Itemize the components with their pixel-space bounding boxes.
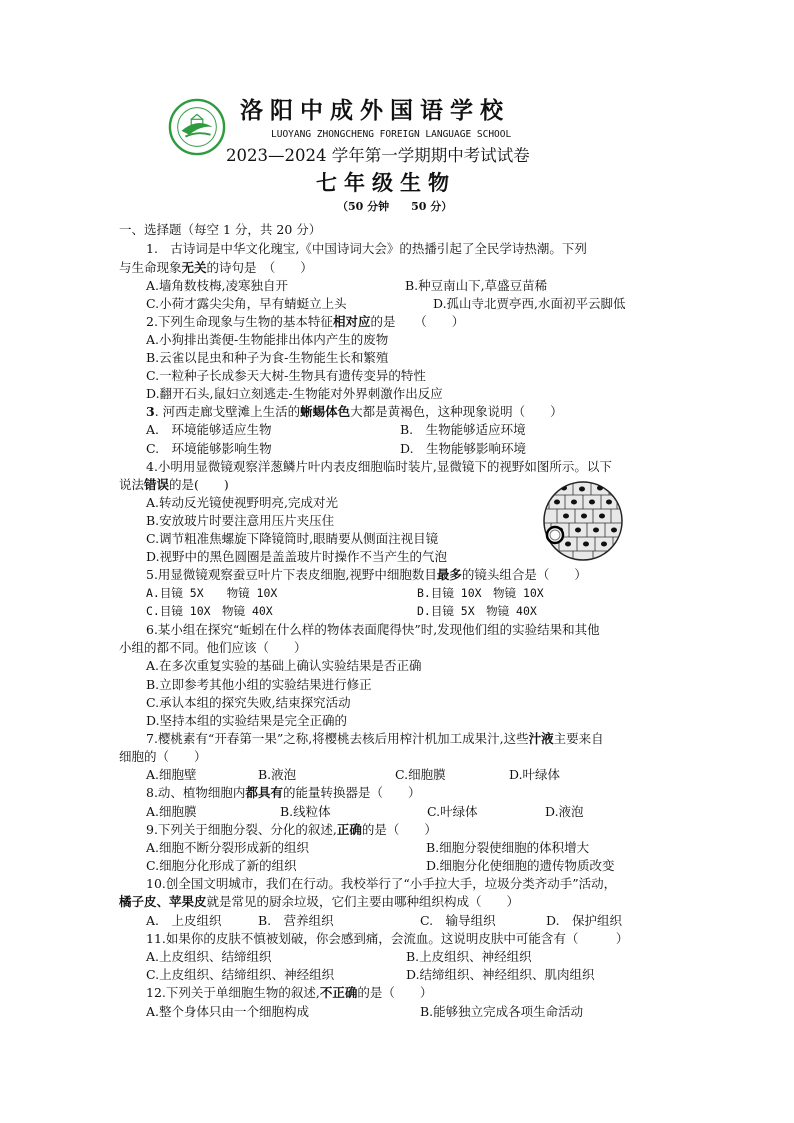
q8-stem: 8.动、植物细胞内都具有的能量转换器是（ ） xyxy=(146,785,421,800)
q4-option-c: C.调节粗准焦螺旋下降镜筒时,眼睛要从侧面注视目镜 xyxy=(146,531,439,546)
q10-line1: 10.创全国文明城市，我们在行动。我校举行了“小手拉大手，垃圾分类齐动手”活动， xyxy=(146,876,617,891)
q2-option-c: C.一粒种子长成参天大树-生物具有遗传变异的特性 xyxy=(146,368,426,383)
q9-option-a: A.细胞不断分裂形成新的组织 xyxy=(146,840,310,855)
q9-option-d: D.细胞分化使细胞的遗传物质改变 xyxy=(426,858,615,873)
q8-option-d: D.液泡 xyxy=(545,804,584,819)
q4-option-b: B.安放玻片时要注意用压片夹压住 xyxy=(146,513,335,528)
q12-option-a: A.整个身体只由一个细胞构成 xyxy=(146,1004,310,1019)
q7-line1: 7.樱桃素有“开春第一果”之称,将樱桃去核后用榨汁机加工成果汁,这些汁液主要来自 xyxy=(146,731,604,746)
q11-stem: 11.如果你的皮肤不慎被划破，你会感到痛，会流血。这说明皮肤中可能含有（ ） xyxy=(146,931,629,946)
q10-option-b: B. 营养组织 xyxy=(258,913,334,928)
q10-option-d: D. 保护组织 xyxy=(546,913,623,928)
q11-option-d: D.结缔组织、神经组织、肌肉组织 xyxy=(406,967,595,982)
q5-option-a: A.目镜 5X 物镜 10X xyxy=(146,586,278,600)
q8-option-c: C.叶绿体 xyxy=(427,804,478,819)
q4-option-a: A.转动反光镜使视野明亮,完成对光 xyxy=(146,495,338,510)
q9-option-c: C.细胞分化形成了新的组织 xyxy=(146,858,297,873)
q7-option-b: B.液泡 xyxy=(258,767,297,782)
q1-line2: 与生命现象无关的诗句是 （ ） xyxy=(119,260,313,275)
q6-option-b: B.立即参考其他小组的实验结果进行修正 xyxy=(146,677,372,692)
q10-line2: 橘子皮、苹果皮就是常见的厨余垃圾，它们主要由哪种组织构成（ ） xyxy=(119,894,520,909)
q4-line2: 说法错误的是( ) xyxy=(119,477,229,492)
q5-option-b: B.目镜 10X 物镜 10X xyxy=(417,586,544,600)
q3-option-d: D. 生物能够影响环境 xyxy=(400,441,527,456)
q1-line1: 1. 古诗词是中华文化瑰宝,《中国诗词大会》的热播引起了全民学诗热潮。下列 xyxy=(146,241,587,256)
subject-title: 七年级生物 xyxy=(316,170,456,195)
q5-stem: 5.用显微镜观察蚕豆叶片下表皮细胞,视野中细胞数目最多的镜头组合是（ ） xyxy=(146,567,587,582)
q3-option-c: C. 环境能够影响生物 xyxy=(146,441,272,456)
q11-option-b: B.上皮组织、神经组织 xyxy=(406,949,532,964)
q7-option-a: A.细胞壁 xyxy=(146,767,197,782)
q6-option-d: D.坚持本组的实验结果是完全正确的 xyxy=(146,713,348,728)
q3-stem: 3. 河西走廊戈壁滩上生活的蜥蜴体色大都是黄褐色，这种现象说明（ ） xyxy=(146,404,563,419)
q8-option-b: B.线粒体 xyxy=(280,804,331,819)
q11-option-a: A.上皮组织、结缔组织 xyxy=(146,949,272,964)
q1-option-c: C.小荷才露尖尖角，早有蜻蜓立上头 xyxy=(146,296,347,311)
time-score: （50 分钟 50 分） xyxy=(337,200,453,213)
q3-option-b: B. 生物能够适应环境 xyxy=(400,422,526,437)
q4-line1: 4.小明用显微镜观察洋葱鳞片叶内表皮细胞临时装片,显微镜下的视野如图所示。以下 xyxy=(146,459,612,474)
q6-line2: 小组的都不同。他们应该（ ） xyxy=(119,640,307,655)
school-logo xyxy=(168,98,226,156)
q12-stem: 12.下列关于单细胞生物的叙述,不正确的是（ ） xyxy=(146,985,433,1000)
q6-option-a: A.在多次重复实验的基础上确认实验结果是否正确 xyxy=(146,658,422,673)
q7-option-d: D.叶绿体 xyxy=(509,767,561,782)
q11-option-c: C.上皮组织、结缔组织、神经组织 xyxy=(146,967,335,982)
micrograph-image xyxy=(543,481,623,561)
q5-option-c: C.目镜 10X 物镜 40X xyxy=(146,604,273,618)
q2-option-d: D.翻开石头,鼠妇立刻逃走-生物能对外界刺激作出反应 xyxy=(146,386,443,401)
q1-option-b: B.种豆南山下,草盛豆苗稀 xyxy=(405,278,548,293)
q1-option-d: D.孤山寺北贾亭西,水面初平云脚低 xyxy=(433,296,626,311)
q1-option-a: A.墙角数枝梅,凌寒独自开 xyxy=(146,278,288,293)
q2-stem: 2.下列生命现象与生物的基本特征相对应的是 （ ） xyxy=(146,314,465,329)
q7-line2: 细胞的（ ） xyxy=(119,749,207,764)
q3-option-a: A. 环境能够适应生物 xyxy=(146,422,272,437)
school-name-cn: 洛阳中成外国语学校 xyxy=(240,97,510,124)
q2-option-a: A.小狗排出粪便-生物能排出体内产生的废物 xyxy=(146,332,389,347)
q2-option-b: B.云雀以昆虫和种子为食-生物能生长和繁殖 xyxy=(146,350,389,365)
q10-option-a: A. 上皮组织 xyxy=(146,913,222,928)
q10-option-c: C. 输导组织 xyxy=(420,913,496,928)
q6-option-c: C.承认本组的探究失败,结束探究活动 xyxy=(146,695,351,710)
q9-stem: 9.下列关于细胞分裂、分化的叙述,正确的是（ ） xyxy=(146,822,437,837)
q5-option-d: D.目镜 5X 物镜 40X xyxy=(417,604,537,618)
school-name-en: LUOYANG ZHONGCHENG FOREIGN LANGUAGE SCHOOL xyxy=(271,129,512,140)
q7-option-c: C.细胞膜 xyxy=(395,767,446,782)
exam-title: 2023—2024 学年第一学期期中考试试卷 xyxy=(226,146,530,165)
q12-option-b: B.能够独立完成各项生命活动 xyxy=(420,1004,584,1019)
q4-option-d: D.视野中的黑色圆圈是盖盖玻片时操作不当产生的气泡 xyxy=(146,549,448,564)
q9-option-b: B.细胞分裂使细胞的体积增大 xyxy=(426,840,590,855)
q6-line1: 6.某小组在探究“蚯蚓在什么样的物体表面爬得快”时,发现他们组的实验结果和其他 xyxy=(146,622,600,637)
q8-option-a: A.细胞膜 xyxy=(146,804,197,819)
section-title: 一、选择题（每空 1 分，共 20 分） xyxy=(119,222,322,237)
